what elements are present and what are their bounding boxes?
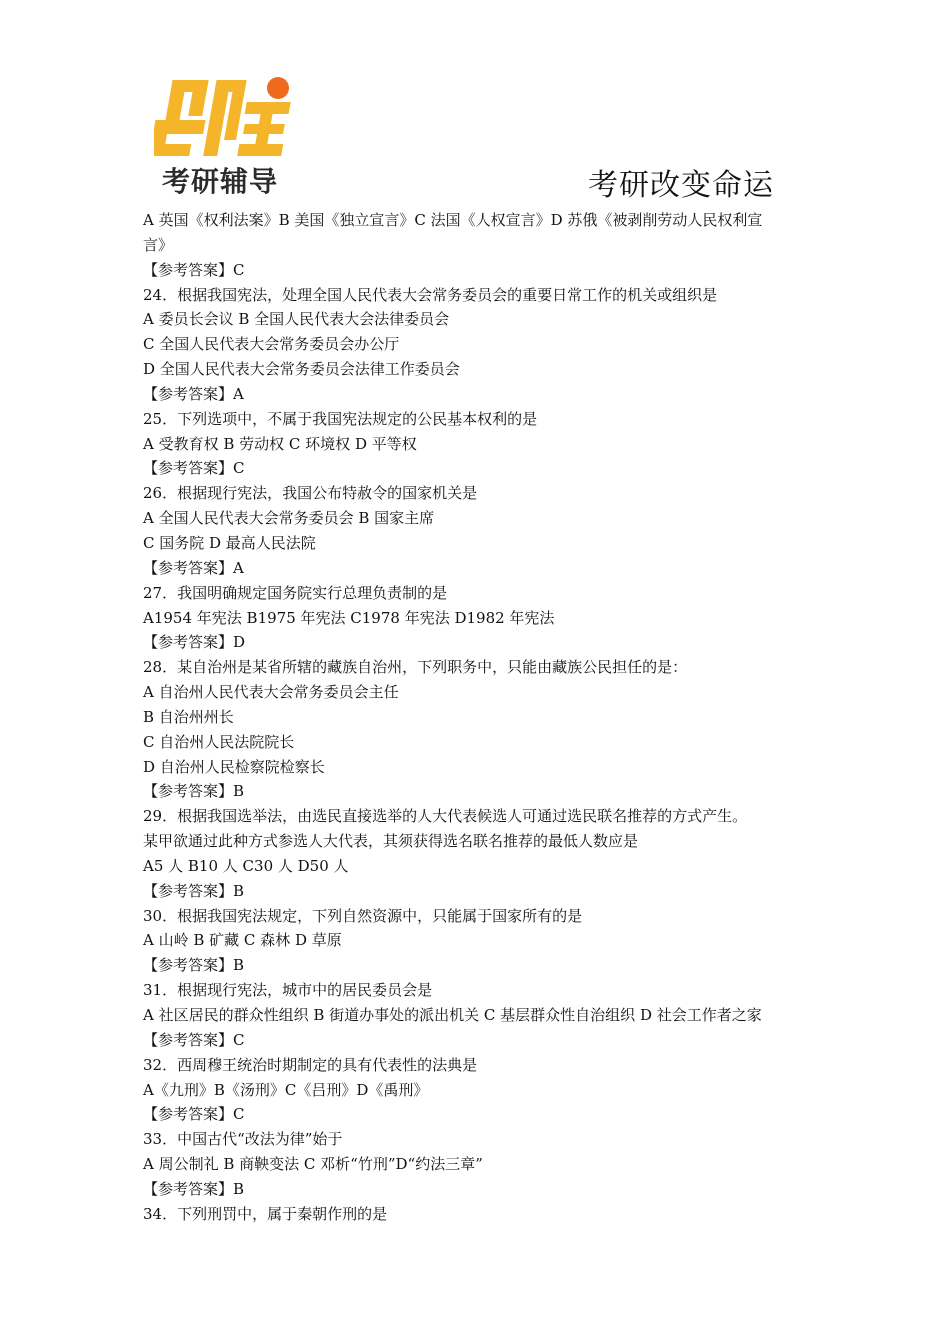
question-line: 33．中国古代“改法为律”始于 (143, 1130, 343, 1149)
option-line: D 自治州人民检察院检察长 (143, 757, 325, 776)
question-line: 32．西周穆王统治时期制定的具有代表性的法典是 (143, 1055, 478, 1074)
option-line: C 国务院 D 最高人民法院 (143, 533, 316, 552)
question-line: 31．根据现行宪法，城市中的居民委员会是 (143, 981, 433, 1000)
text-line: 言》 (143, 235, 174, 254)
option-line: A 受教育权 B 劳动权 C 环境权 D 平等权 (143, 434, 417, 453)
document-body (143, 208, 813, 1227)
answer-line: 【参考答案】B (143, 1179, 245, 1198)
option-line: D 全国人民代表大会常务委员会法律工作委员会 (143, 360, 460, 379)
answer-line: 【参考答案】A (143, 558, 244, 577)
option-line: C 全国人民代表大会常务委员会办公厅 (143, 335, 400, 354)
option-line: A 全国人民代表大会常务委员会 B 国家主席 (143, 509, 435, 528)
option-line: A 社区居民的群众性组织 B 街道办事处的派出机关 C 基层群众性自治组织 D 社会工作者之家 (143, 1006, 762, 1024)
question-line: 34．下列刑罚中，属于秦朝作刑的是 (143, 1204, 388, 1223)
question-line: 某甲欲通过此种方式参选人大代表，其须获得选名联名推荐的最低人数应是 (143, 832, 639, 851)
option-line: A《九刑》B《汤刑》C《吕刑》D《禹刑》 (143, 1080, 429, 1099)
answer-line: 【参考答案】B (143, 881, 245, 900)
logo-mark-icon (154, 72, 304, 164)
answer-line: 【参考答案】C (143, 1030, 245, 1049)
answer-line: 【参考答案】B (143, 782, 245, 801)
answer-line: 【参考答案】C (143, 1105, 245, 1124)
question-line: 29．根据我国选举法，由选民直接选举的人大代表候选人可通过选民联名推荐的方式产生。 (143, 807, 748, 826)
option-line: B 自治州州长 (143, 707, 234, 726)
question-line: 25．下列选项中，不属于我国宪法规定的公民基本权利的是 (143, 409, 538, 428)
option-line: A 委员长会议 B 全国人民代表大会法律委员会 (143, 310, 450, 329)
option-line: A 山岭 B 矿藏 C 森林 D 草原 (143, 931, 342, 950)
question-line: 28．某自治州是某省所辖的藏族自治州，下列职务中，只能由藏族公民担任的是： (143, 658, 688, 677)
answer-line: 【参考答案】C (143, 459, 245, 478)
option-line: C 自治州人民法院院长 (143, 732, 295, 751)
text-line: A 英国《权利法案》B 美国《独立宣言》C 法国《人权宣言》D 苏俄《被剥削劳动人民权利宣 (143, 211, 763, 229)
question-line: 26．根据现行宪法，我国公布特赦令的国家机关是 (143, 484, 478, 503)
logo-subtitle: 考研辅导 (162, 165, 279, 198)
answer-line: 【参考答案】C (143, 260, 245, 279)
option-line: A1954 年宪法 B1975 年宪法 C1978 年宪法 D1982 年宪法 (143, 608, 555, 627)
answer-line: 【参考答案】A (143, 384, 244, 403)
option-line: A5 人 B10 人 C30 人 D50 人 (143, 856, 349, 875)
question-line: 30．根据我国宪法规定，下列自然资源中，只能属于国家所有的是 (143, 906, 583, 925)
answer-line: 【参考答案】D (143, 633, 246, 652)
answer-line: 【参考答案】B (143, 956, 245, 975)
option-line: A 自治州人民代表大会常务委员会主任 (143, 683, 399, 702)
question-line: 24．根据我国宪法，处理全国人民代表大会常务委员会的重要日常工作的机关或组织是 (143, 285, 718, 304)
brand-logo (150, 72, 310, 202)
header-slogan: 考研改变命运 (588, 168, 774, 203)
question-line: 27．我国明确规定国务院实行总理负责制的是 (143, 583, 448, 602)
option-line: A 周公制礼 B 商鞅变法 C 邓析“竹刑”D“约法三章” (143, 1155, 483, 1174)
